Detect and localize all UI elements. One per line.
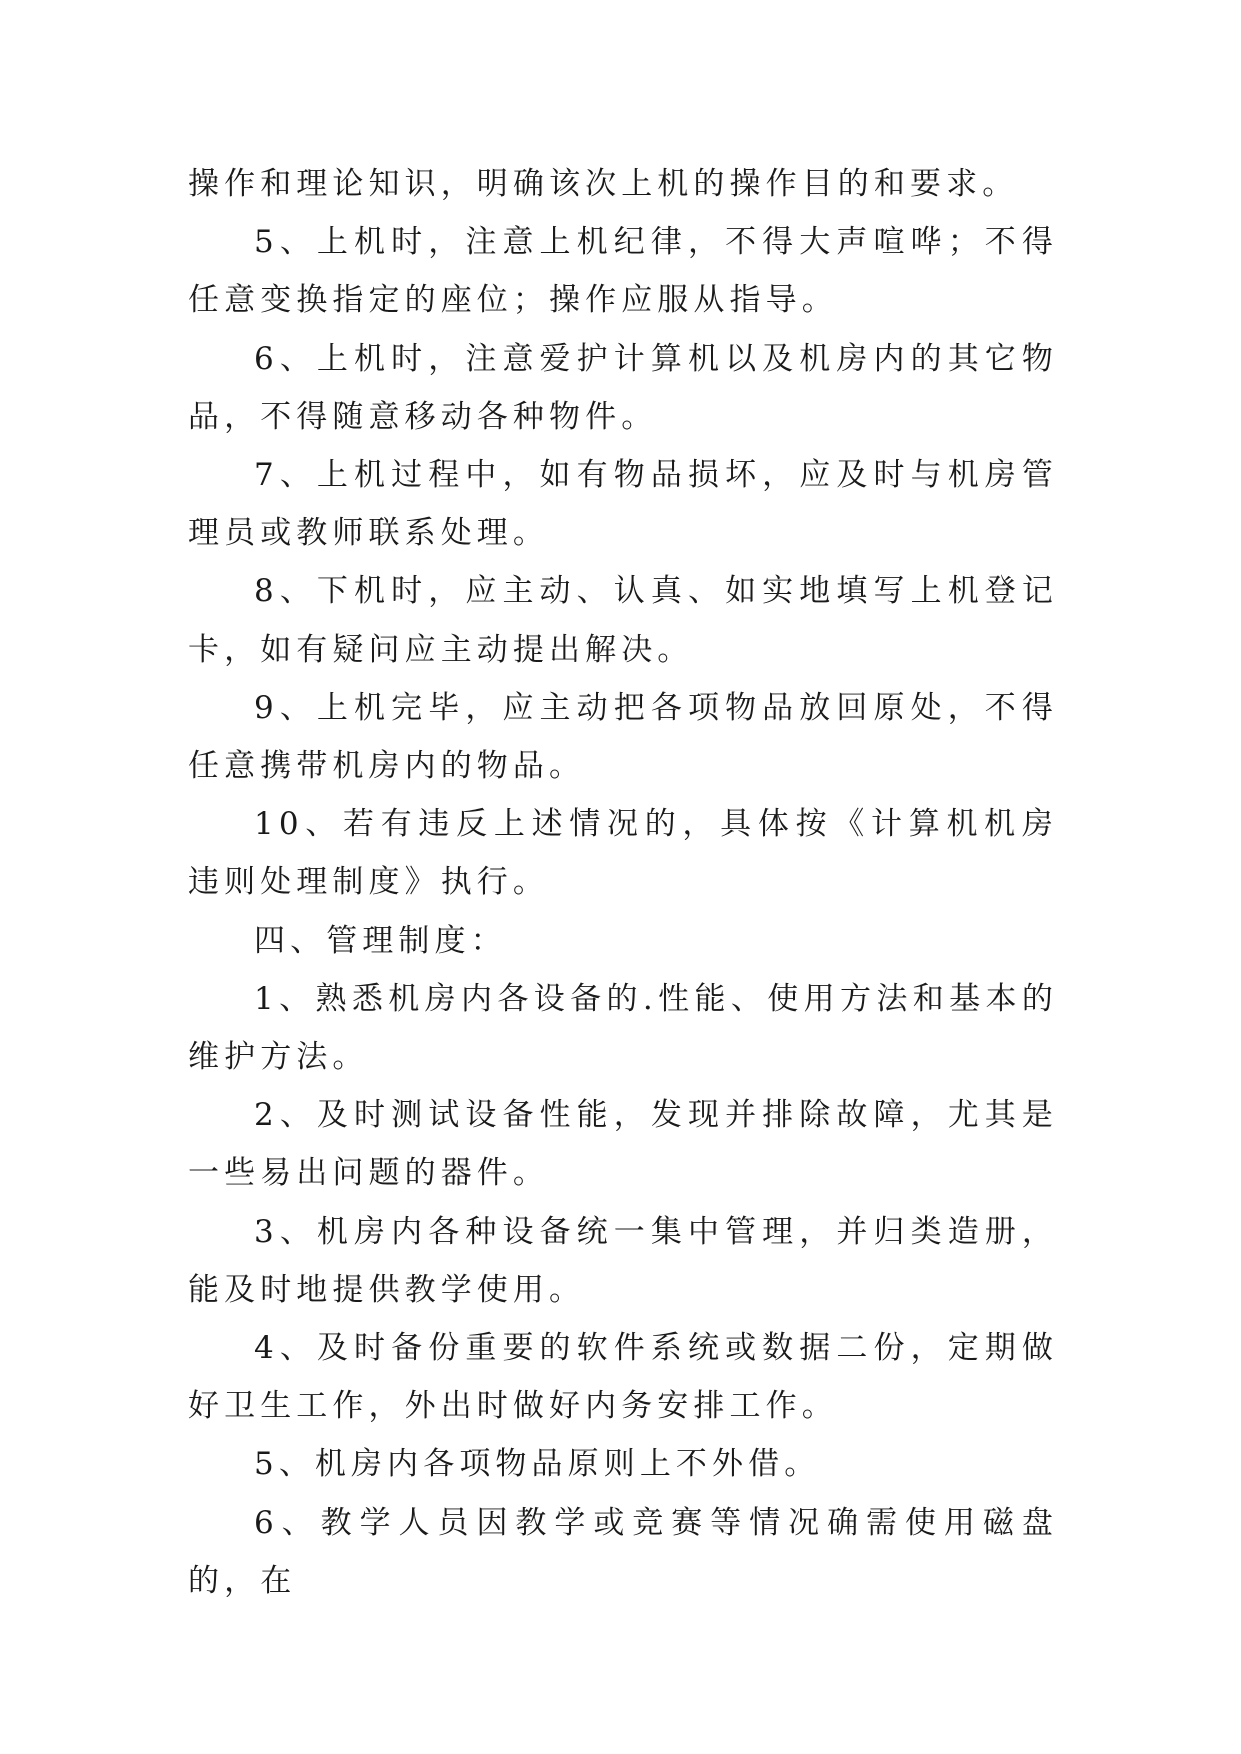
rule-item-10: 10、若有违反上述情况的，具体按《计算机机房违则处理制度》执行。 bbox=[188, 806, 1058, 901]
paragraph-continuation: 操作和理论知识，明确该次上机的操作目的和要求。 bbox=[188, 166, 1019, 202]
rule-item-6: 6、上机时，注意爱护计算机以及机房内的其它物品，不得随意移动各种物件。 bbox=[188, 340, 1058, 435]
management-item-5: 5、机房内各项物品原则上不外借。 bbox=[254, 1446, 821, 1483]
rule-item-8: 8、下机时，应主动、认真、如实地填写上机登记卡，如有疑问应主动提出解决。 bbox=[188, 573, 1058, 668]
management-item-3: 3、机房内各种设备统一集中管理，并归类造册，能及时地提供教学使用。 bbox=[188, 1213, 1058, 1308]
management-item-1: 1、熟悉机房内各设备的.性能、使用方法和基本的维护方法。 bbox=[188, 980, 1058, 1076]
rule-item-9: 9、上机完毕，应主动把各项物品放回原处，不得任意携带机房内的物品。 bbox=[188, 689, 1058, 785]
section-heading-management: 四、管理制度： bbox=[254, 922, 507, 959]
rule-item-7: 7、上机过程中，如有物品损坏，应及时与机房管理员或教师联系处理。 bbox=[188, 457, 1058, 552]
document-body bbox=[188, 155, 1058, 1610]
management-item-2: 2、及时测试设备性能，发现并排除故障，尤其是一些易出问题的器件。 bbox=[188, 1097, 1058, 1192]
rule-item-5: 5、上机时，注意上机纪律，不得大声喧哗；不得任意变换指定的座位；操作应服从指导。 bbox=[188, 224, 1058, 319]
management-item-4: 4、及时备份重要的软件系统或数据二份，定期做好卫生工作，外出时做好内务安排工作。 bbox=[188, 1330, 1058, 1425]
management-item-6: 6、教学人员因教学或竞赛等情况确需使用磁盘的，在 bbox=[188, 1504, 1058, 1599]
